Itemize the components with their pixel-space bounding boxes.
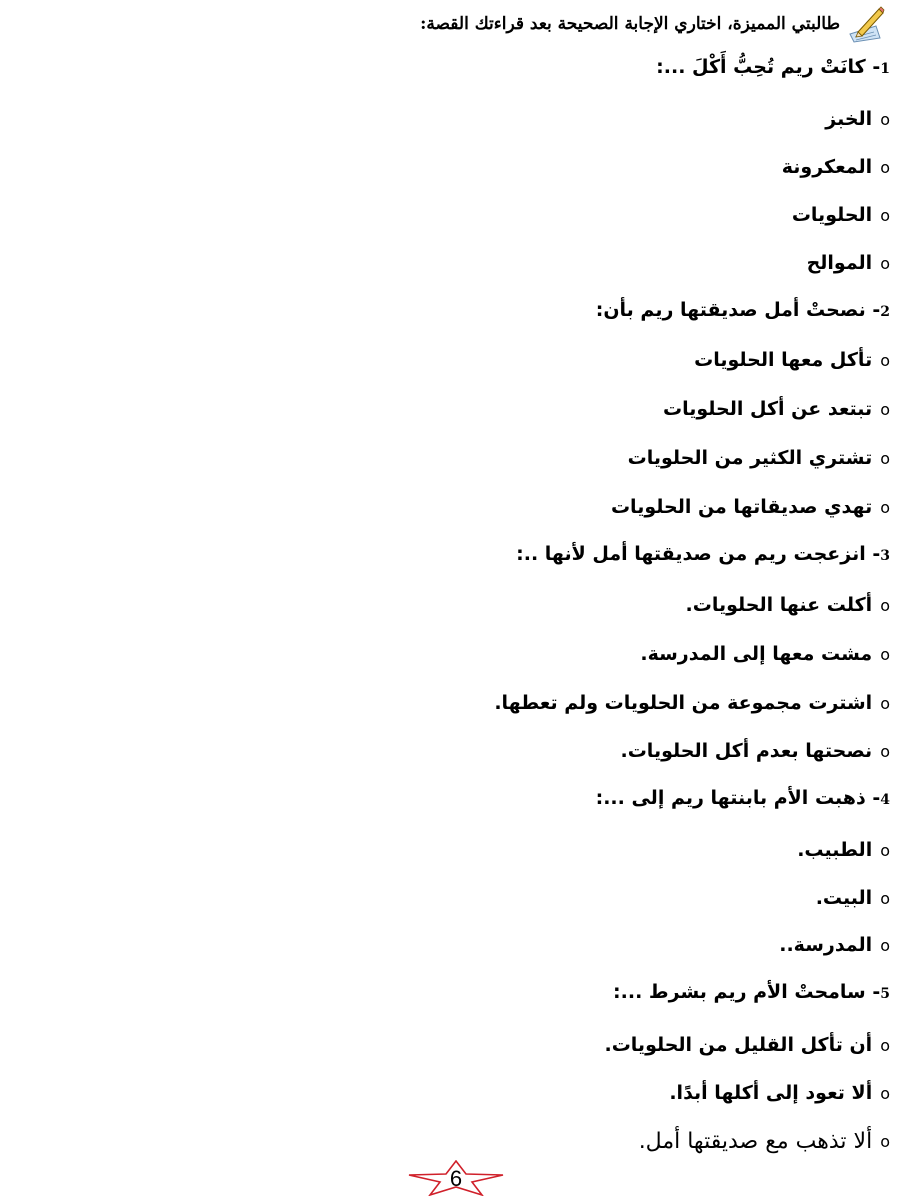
question-text: ذهبت الأم بابنتها ريم إلى ...:	[595, 787, 866, 809]
pencil-icon	[846, 4, 886, 44]
question-text: انزعجت ريم من صديقتها أمل لأنها ..:	[516, 543, 866, 565]
question-text: نصحتْ أمل صديقتها ريم بأن:	[595, 299, 866, 321]
page-number: 6	[449, 1166, 463, 1191]
question-number: 2	[880, 304, 890, 320]
radio-bullet-icon[interactable]: o	[880, 497, 890, 517]
question-3: 3- انزعجت ريم من صديقتها أمل لأنها ..:	[516, 543, 890, 565]
radio-bullet-icon[interactable]: o	[880, 109, 890, 129]
radio-bullet-icon[interactable]: o	[880, 840, 890, 860]
option-label: نصحتها بعدم أكل الحلويات.	[620, 740, 873, 762]
option-label: ألا تعود إلى أكلها أبدًا.	[669, 1082, 873, 1104]
header	[420, 4, 886, 44]
question-2: 2- نصحتْ أمل صديقتها ريم بأن:	[595, 299, 890, 321]
option-label: المعكرونة	[781, 156, 873, 178]
option-label: أن تأكل القليل من الحلويات.	[604, 1034, 873, 1056]
option-2-4[interactable]	[611, 496, 890, 518]
option-label: المدرسة..	[779, 934, 873, 956]
radio-bullet-icon[interactable]: o	[880, 1083, 890, 1103]
option-1-4[interactable]	[807, 252, 890, 274]
option-label: أكلت عنها الحلويات.	[685, 594, 873, 616]
option-label: مشت معها إلى المدرسة.	[640, 643, 873, 665]
option-1-3[interactable]	[792, 204, 890, 226]
option-3-4[interactable]	[621, 740, 891, 762]
option-5-2[interactable]	[669, 1082, 890, 1104]
question-number: 1	[880, 61, 890, 77]
question-text: سامحتْ الأم ريم بشرط ...:	[613, 981, 866, 1003]
radio-bullet-icon[interactable]: o	[880, 741, 890, 761]
option-label: تهدي صديقاتها من الحلويات	[610, 496, 873, 518]
option-5-1[interactable]	[604, 1034, 890, 1056]
option-2-1[interactable]	[694, 349, 890, 371]
radio-bullet-icon[interactable]: o	[880, 253, 890, 273]
option-4-2[interactable]	[816, 887, 890, 909]
option-2-3[interactable]	[628, 447, 890, 469]
option-5-3[interactable]	[639, 1129, 890, 1154]
option-4-3[interactable]	[779, 934, 890, 956]
radio-bullet-icon[interactable]: o	[880, 157, 890, 177]
option-label: الطبيب.	[797, 839, 873, 861]
radio-bullet-icon[interactable]: o	[880, 448, 890, 468]
option-3-1[interactable]	[686, 594, 890, 616]
option-1-2[interactable]	[782, 156, 890, 178]
option-label: الحلويات	[791, 204, 873, 226]
radio-bullet-icon[interactable]: o	[880, 399, 890, 419]
radio-bullet-icon[interactable]: o	[880, 644, 890, 664]
option-label: ألا تذهب مع صديقتها أمل.	[638, 1129, 873, 1154]
option-1-1[interactable]	[825, 108, 890, 130]
option-label: الخبز	[825, 108, 873, 130]
option-4-1[interactable]	[797, 839, 890, 861]
option-label: تأكل معها الحلويات	[694, 349, 873, 371]
question-4: 4- ذهبت الأم بابنتها ريم إلى ...:	[595, 787, 890, 809]
radio-bullet-icon[interactable]: o	[880, 693, 890, 713]
radio-bullet-icon[interactable]: o	[880, 350, 890, 370]
option-label: الموالح	[806, 252, 873, 274]
question-number: 5	[880, 986, 890, 1002]
radio-bullet-icon[interactable]: o	[880, 1035, 890, 1055]
option-3-3[interactable]	[494, 692, 890, 714]
radio-bullet-icon[interactable]: o	[880, 595, 890, 615]
option-3-2[interactable]	[640, 643, 890, 665]
radio-bullet-icon[interactable]: o	[880, 888, 890, 908]
question-5: 5- سامحتْ الأم ريم بشرط ...:	[613, 981, 890, 1003]
radio-bullet-icon[interactable]: o	[880, 935, 890, 955]
option-2-2[interactable]	[663, 398, 890, 420]
radio-bullet-icon[interactable]: o	[880, 1132, 890, 1151]
option-label: تشتري الكثير من الحلويات	[627, 447, 873, 469]
question-number: 4	[880, 792, 890, 808]
option-label: تبتعد عن أكل الحلويات	[663, 398, 873, 420]
question-number: 3	[880, 548, 890, 564]
question-1: 1- كانَتْ ريم تُحِبُّ أَكْلَ ...:	[656, 56, 890, 78]
option-label: البيت.	[815, 887, 873, 909]
option-label: اشترت مجموعة من الحلويات ولم تعطها.	[494, 692, 873, 714]
question-text: كانَتْ ريم تُحِبُّ أَكْلَ ...:	[656, 56, 866, 78]
radio-bullet-icon[interactable]: o	[880, 205, 890, 225]
instruction-text: طالبتي المميزة، اختاري الإجابة الصحيحة بعد قراءتك القصة:	[420, 14, 840, 34]
